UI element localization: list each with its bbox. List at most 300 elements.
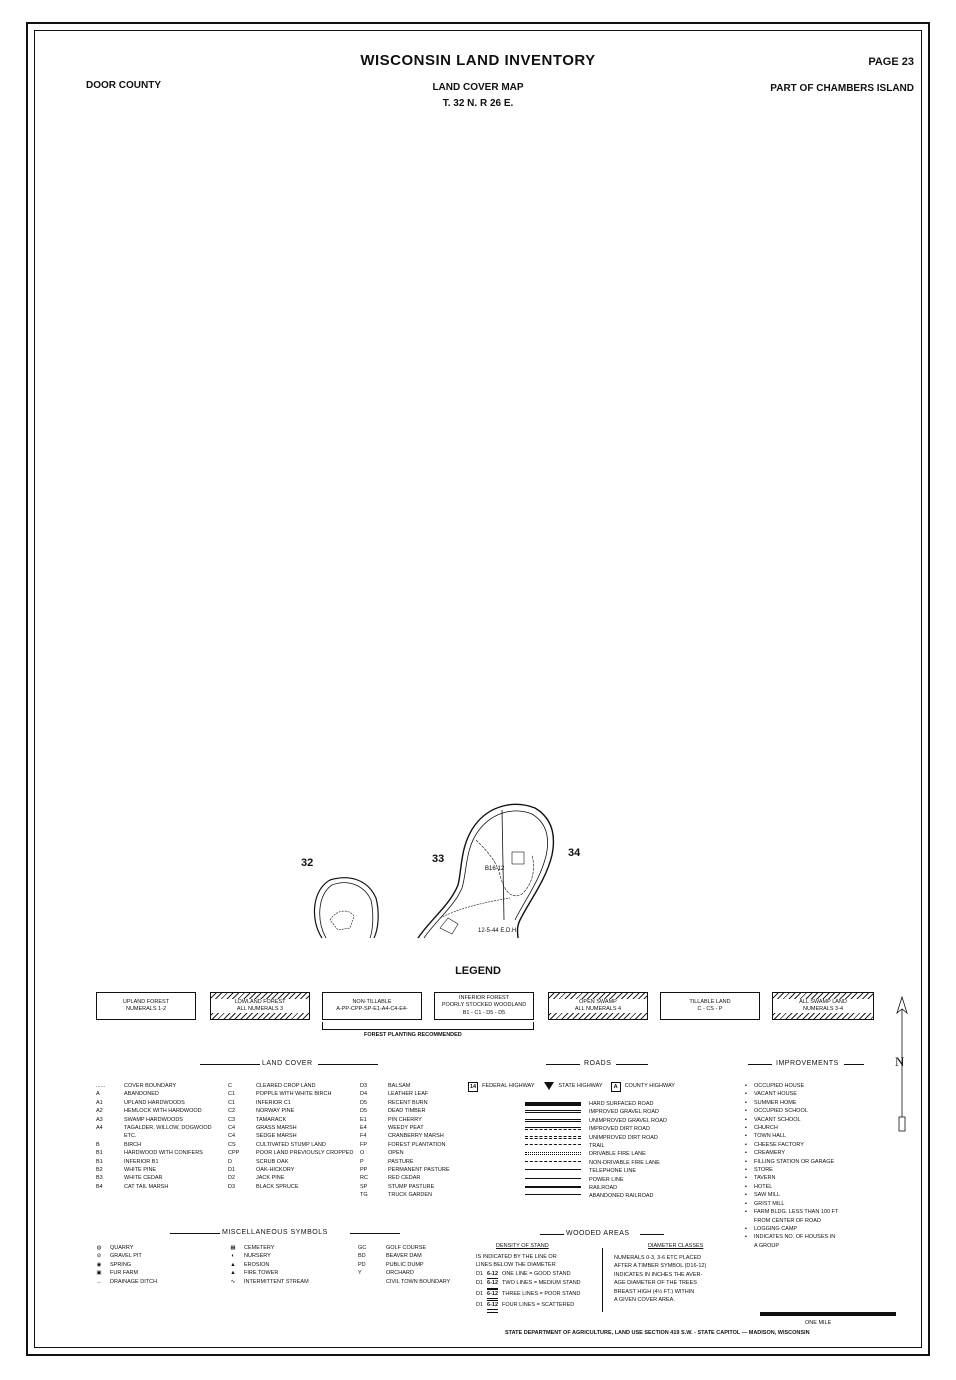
legend-text: GOLF COURSE: [386, 1245, 427, 1251]
legend-text: CAT TAIL MARSH: [124, 1183, 169, 1190]
density-intro: LINES BELOW THE DIAMETER: [476, 1262, 556, 1269]
cover-code: FP: [360, 1141, 368, 1148]
diameter-heading: DIAMETER CLASSES: [648, 1243, 704, 1249]
legend-text: SEDGE MARSH: [256, 1133, 297, 1140]
cover-code: F4: [360, 1133, 367, 1140]
improvement-label: HOTEL: [754, 1183, 773, 1190]
road-line-icon: [525, 1167, 581, 1175]
improvement-label: FARM BLDG. LESS THAN 100 FT: [754, 1209, 839, 1216]
scale-bar: [760, 1312, 896, 1316]
box-sublabel: POORLY STOCKED WOODLAND: [441, 1002, 527, 1009]
area-label: PART OF CHAMBERS ISLAND: [770, 83, 914, 94]
misc-code: PD: [358, 1261, 366, 1268]
misc-symbol-icon: ▣: [96, 1270, 102, 1277]
misc-label: INTERMITTENT STREAM: [244, 1278, 309, 1285]
cover-code: D: [228, 1158, 232, 1165]
road-label: NON-DRIVABLE FIRE LANE: [589, 1159, 660, 1166]
divider: [540, 1234, 564, 1235]
legend-text: GRASS MARSH: [256, 1125, 297, 1132]
road-label: DRIVABLE FIRE LANE: [589, 1151, 646, 1158]
legend-box-upland-forest: [96, 992, 196, 1020]
improvement-symbol-icon: ▪: [745, 1133, 747, 1140]
road-line-icon: [525, 1100, 581, 1108]
cover-code: D1: [228, 1167, 236, 1174]
land-cover-column-3: [360, 1082, 450, 1200]
legend-text: UPLAND HARDWOODS: [124, 1099, 185, 1106]
legend-row: [96, 1082, 212, 1090]
legend-text: SCRUB OAK: [256, 1158, 289, 1165]
legend-text: FOREST PLANTATION: [388, 1141, 446, 1148]
cover-code: ......: [96, 1083, 106, 1089]
page-number: PAGE 23: [868, 56, 914, 68]
cover-code: C4: [228, 1133, 236, 1140]
legend-text: WHITE PINE: [124, 1167, 157, 1174]
legend-text: OAK-HICKORY: [256, 1167, 295, 1174]
diameter-line: A GIVEN COVER AREA.: [614, 1297, 675, 1304]
cover-code: A3: [96, 1116, 103, 1123]
improvement-label: TOWN HALL: [754, 1133, 786, 1140]
legend-text: TAGALDER, WILLOW, DOGWOOD: [124, 1125, 212, 1132]
legend-text: BLACK SPRUCE: [256, 1183, 299, 1190]
legend-row: [96, 1124, 212, 1132]
improvement-label: SAW MILL: [754, 1192, 781, 1199]
misc-symbol-icon: ⊘: [96, 1253, 102, 1260]
legend-text: BALSAM: [388, 1083, 411, 1089]
road-row: [525, 1125, 667, 1133]
road-row: [525, 1134, 667, 1142]
legend-box-open-swamp: [548, 992, 648, 1020]
cover-code: B1: [96, 1158, 103, 1165]
misc-symbol-icon: ◍: [96, 1245, 102, 1251]
road-label: TRAIL: [589, 1143, 605, 1150]
date-note: 12-5-44 E.D.H.: [478, 928, 519, 934]
legend-row: [96, 1149, 212, 1157]
road-row: [525, 1150, 667, 1158]
improvement-row: [742, 1183, 838, 1191]
road-label: POWER LINE: [589, 1176, 624, 1183]
road-line-icon: [525, 1184, 581, 1192]
improvements-heading: IMPROVEMENTS: [776, 1060, 839, 1067]
misc-row: [92, 1244, 157, 1252]
road-line-icon: [525, 1192, 581, 1200]
legend-text: RECENT BURN: [388, 1099, 428, 1106]
box-sublabel: NUMERALS 1-2: [125, 1006, 167, 1012]
box-sublabel: NUMERALS 3-4: [773, 1006, 873, 1013]
legend-text: STUMP PASTURE: [388, 1183, 435, 1190]
improvement-label: VACANT HOUSE: [754, 1091, 797, 1098]
road-label: IMPROVED DIRT ROAD: [589, 1126, 650, 1133]
road-row: [525, 1108, 667, 1116]
north-label: N: [895, 1054, 905, 1069]
cover-code: E4: [360, 1125, 367, 1132]
improvement-row: [742, 1132, 838, 1140]
diameter-line: AFTER A TIMBER SYMBOL (D16-12): [614, 1263, 707, 1270]
road-row: [525, 1100, 667, 1108]
legend-row: [360, 1174, 450, 1182]
state-highway-label: STATE HIGHWAY: [558, 1083, 603, 1089]
box-sublabel: C - CS - P: [697, 1006, 723, 1012]
misc-label: DRAINAGE DITCH: [110, 1278, 158, 1285]
improvement-symbol-icon: ▪: [745, 1167, 747, 1174]
misc-symbol-icon: ◐: [231, 1253, 235, 1260]
improvement-label: FROM CENTER OF ROAD: [754, 1217, 821, 1224]
section-32: 32: [301, 857, 314, 869]
legend-row: [360, 1099, 450, 1107]
road-line-icon: [525, 1134, 581, 1142]
legend-row: [228, 1090, 353, 1098]
density-label: THREE LINES = POOR STAND: [502, 1290, 581, 1297]
improvement-symbol-icon: ▪: [745, 1192, 747, 1199]
legend-row: [360, 1149, 450, 1157]
misc-symbol-icon: ∿: [230, 1278, 236, 1285]
misc-row: [226, 1278, 309, 1286]
legend-row: [228, 1099, 353, 1107]
improvement-symbol-icon: ▪: [745, 1234, 747, 1241]
improvement-row: [742, 1225, 838, 1233]
improvement-label: VACANT SCHOOL: [754, 1116, 801, 1123]
legend-row: [96, 1132, 212, 1140]
improvement-label: CHEESE FACTORY: [754, 1141, 804, 1148]
box-sublabel: A-PP-CPP-SP-E1-A4-C4-E4-: [336, 1006, 408, 1012]
improvement-symbol-icon: ▪: [745, 1209, 747, 1216]
improvement-row: [742, 1099, 838, 1107]
misc-row: [92, 1261, 157, 1269]
misc-symbol-icon: ▲: [230, 1270, 236, 1277]
legend-row: [360, 1158, 450, 1166]
improvement-row: [742, 1174, 838, 1182]
cover-code: B2: [96, 1167, 103, 1174]
legend-row: [228, 1166, 353, 1174]
road-row: [525, 1167, 667, 1175]
island-small-shore-inner: [320, 883, 373, 938]
legend-box-inferior-forest: [434, 992, 534, 1020]
misc-code: BD: [358, 1253, 366, 1260]
legend-row: [358, 1252, 450, 1260]
divider: [318, 1064, 378, 1065]
cover-code: A4: [96, 1125, 103, 1132]
misc-label: SPRING: [110, 1261, 132, 1268]
cover-code: B3: [96, 1175, 103, 1182]
cover-code: D3: [228, 1183, 236, 1190]
box-label: INFERIOR FOREST: [458, 995, 510, 1002]
improvement-row: [742, 1149, 838, 1157]
legend-row: [360, 1191, 450, 1199]
section-33: 33: [432, 853, 445, 865]
legend-text: TAMARACK: [256, 1116, 287, 1123]
legend-text: INFERIOR C1: [256, 1099, 291, 1106]
federal-highway-icon: 14: [468, 1082, 478, 1092]
misc-symbol-icon: ▦: [230, 1245, 236, 1251]
legend-text: BEAVER DAM: [386, 1253, 422, 1260]
cover-code: A1: [96, 1099, 103, 1106]
cover-code: C1: [228, 1091, 236, 1098]
improvement-row: [742, 1217, 838, 1225]
legend-text: INFERIOR B1: [124, 1158, 159, 1165]
diameter-text: [614, 1254, 706, 1304]
island-small-shore: [314, 878, 378, 938]
improvement-symbol-icon: ▪: [745, 1116, 747, 1123]
misc-row: [226, 1252, 309, 1260]
improvement-label: OCCUPIED HOUSE: [754, 1083, 805, 1089]
legend-text: CULTIVATED STUMP LAND: [256, 1141, 326, 1148]
density-heading: DENSITY OF STAND: [496, 1243, 549, 1249]
misc-label: FUR FARM: [110, 1270, 139, 1277]
misc-label: EROSION: [244, 1261, 270, 1268]
county-highway-label: COUNTY HIGHWAY: [624, 1083, 675, 1089]
cover-code: C1: [228, 1099, 236, 1106]
legend-row: [96, 1099, 212, 1107]
land-cover-heading: LAND COVER: [262, 1060, 313, 1067]
misc-row: [226, 1269, 309, 1277]
road-line-icon: [525, 1125, 581, 1133]
diameter-line: BREAST HIGH (4½ FT.) WITHIN: [614, 1288, 695, 1295]
land-cover-column-1: [96, 1082, 212, 1191]
box-label: OPEN SWAMP: [549, 999, 647, 1006]
cover-code: A2: [96, 1108, 103, 1115]
divider: [200, 1064, 260, 1065]
improvement-label: CHURCH: [754, 1125, 778, 1132]
legend-row: [96, 1141, 212, 1149]
misc-column-3: [358, 1244, 450, 1286]
legend-row: [96, 1116, 212, 1124]
building-symbol: [512, 852, 524, 864]
legend-text: PUBLIC DUMP: [386, 1261, 424, 1268]
legend-row: [96, 1158, 212, 1166]
improvement-symbol-icon: ▪: [745, 1158, 747, 1165]
forest-planting-bracket: [322, 1022, 534, 1030]
legend-text: PASTURE: [388, 1158, 414, 1165]
legend-text: RED CEDAR: [388, 1175, 421, 1182]
legend-box-non-tillable: [322, 992, 422, 1020]
road-line-icon: [525, 1117, 581, 1125]
improvement-symbol-icon: ▪: [745, 1225, 747, 1232]
misc-row: [92, 1269, 157, 1277]
legend-row: [96, 1174, 212, 1182]
road-row: [525, 1117, 667, 1125]
improvement-label: TAVERN: [754, 1175, 776, 1182]
diameter-line: NUMERALS 0-3, 3-6 ETC PLACED: [614, 1255, 702, 1261]
legend-box-lowland-forest: [210, 992, 310, 1020]
road-label: IMPROVED GRAVEL ROAD: [589, 1109, 659, 1116]
cover-code: D4: [360, 1091, 368, 1098]
legend-row: [358, 1278, 450, 1286]
cover-code: C3: [228, 1116, 236, 1123]
divider: [616, 1064, 648, 1065]
cover-code: SP: [360, 1183, 368, 1190]
density-label: TWO LINES = MEDIUM STAND: [502, 1280, 581, 1287]
legend-row: [228, 1132, 353, 1140]
cover-code: E1: [360, 1116, 367, 1123]
cover-code: B4: [96, 1183, 103, 1190]
improvement-label: GRIST MILL: [754, 1200, 785, 1207]
density-code: D1: [476, 1302, 484, 1309]
legend-text: JACK PINE: [256, 1175, 285, 1182]
divider: [350, 1233, 400, 1234]
road-row: [525, 1159, 667, 1167]
legend-row: [96, 1090, 212, 1098]
legend-text: ETC.: [124, 1133, 137, 1140]
cover-code: C: [228, 1083, 232, 1089]
misc-symbol-icon: →: [96, 1278, 102, 1285]
road-row: [525, 1192, 667, 1200]
legend-text: CLEARED CROP LAND: [256, 1083, 316, 1089]
legend-row: [228, 1141, 353, 1149]
cover-patch: [440, 918, 458, 934]
legend-row: [360, 1116, 450, 1124]
map-title: WISCONSIN LAND INVENTORY: [360, 52, 596, 69]
legend-text: WHITE CEDAR: [124, 1175, 163, 1182]
legend-text: BIRCH: [124, 1141, 142, 1148]
road-line-icon: [525, 1176, 581, 1184]
legend-text: HARDWOOD WITH CONIFERS: [124, 1150, 203, 1157]
misc-symbol-icon: ◉: [96, 1261, 102, 1268]
legend-row: [360, 1107, 450, 1115]
road-row: [525, 1176, 667, 1184]
improvement-symbol-icon: ▪: [745, 1183, 747, 1190]
box-label: ALL SWAMP LAND: [773, 999, 873, 1006]
legend-row: [360, 1183, 450, 1191]
footer-credit: STATE DEPARTMENT OF AGRICULTURE, LAND USE SECTION 419 S.W. - STATE CAPITOL — MADISON, WISCONSIN: [505, 1330, 810, 1336]
misc-row: [226, 1244, 309, 1252]
density-diameter: 6-12: [487, 1270, 498, 1279]
cover-code: CPP: [228, 1150, 240, 1157]
improvement-label: FILLING STATION OR GARAGE: [754, 1158, 835, 1165]
improvement-symbol-icon: [742, 1242, 750, 1250]
diameter-line: AGE DIAMETER OF THE TREES: [614, 1280, 697, 1287]
road-label: UNIMPROVED DIRT ROAD: [589, 1134, 658, 1141]
improvement-row: [742, 1242, 838, 1250]
cover-code: A: [96, 1091, 100, 1098]
improvement-symbol-icon: ▪: [745, 1175, 747, 1182]
legend-row: [228, 1158, 353, 1166]
improvement-row: [742, 1090, 838, 1098]
improvement-row: [742, 1208, 838, 1216]
legend-row: [360, 1141, 450, 1149]
density-code: D1: [476, 1280, 484, 1287]
stand-label: B16-12: [485, 866, 505, 872]
cover-code: CS: [228, 1141, 236, 1148]
township-range: T. 32 N. R 26 E.: [442, 98, 514, 109]
legend-title: LEGEND: [455, 965, 501, 977]
cover-code: D5: [360, 1099, 368, 1106]
density-code: D1: [476, 1270, 484, 1277]
road-label: HARD SURFACED ROAD: [589, 1101, 654, 1107]
misc-label: FIRE TOWER: [244, 1270, 279, 1277]
improvement-row: [742, 1233, 838, 1241]
improvement-label: OCCUPIED SCHOOL: [754, 1108, 808, 1115]
legend-row: [360, 1132, 450, 1140]
improvement-row: [742, 1116, 838, 1124]
state-highway-icon: [544, 1082, 554, 1090]
improvement-row: [742, 1082, 838, 1090]
county-highway-icon: A: [611, 1082, 621, 1092]
improvement-label: LOGGING CAMP: [754, 1225, 798, 1232]
improvement-symbol-icon: ▪: [745, 1200, 747, 1207]
legend-row: [228, 1124, 353, 1132]
legend-row: [96, 1183, 212, 1191]
improvement-row: [742, 1200, 838, 1208]
improvement-symbol-icon: [742, 1217, 750, 1225]
misc-row: [92, 1252, 157, 1260]
legend-text: SWAMP HARDWOODS: [124, 1116, 183, 1123]
legend-text: LEATHER LEAF: [388, 1091, 429, 1098]
cover-code: D2: [228, 1175, 236, 1182]
divider: [844, 1064, 864, 1065]
legend-text: WEEDY PEAT: [388, 1125, 424, 1132]
legend-text: POOR LAND PREVIOUSLY CROPPED: [256, 1150, 354, 1157]
cover-code: C2: [228, 1108, 236, 1115]
land-cover-column-2: [228, 1082, 353, 1191]
map-type: LAND COVER MAP: [432, 82, 524, 93]
legend-row: [96, 1166, 212, 1174]
roads-heading: ROADS: [584, 1060, 612, 1067]
legend-box-tillable-land: [660, 992, 760, 1020]
misc-label: QUARRY: [110, 1245, 134, 1251]
road-line-icon: [525, 1159, 581, 1167]
cover-code: TG: [360, 1192, 368, 1199]
cover-code: P: [360, 1158, 364, 1165]
wooded-areas-heading: WOODED AREAS: [566, 1230, 630, 1237]
density-row: [476, 1301, 581, 1313]
misc-column-2: [226, 1244, 309, 1286]
improvement-row: [742, 1191, 838, 1199]
improvement-symbol-icon: ▪: [745, 1083, 747, 1089]
improvement-symbol-icon: ▪: [745, 1099, 747, 1106]
improvement-symbol-icon: ▪: [745, 1108, 747, 1115]
legend-row: [228, 1149, 353, 1157]
island-map: [290, 790, 590, 940]
improvement-row: [742, 1124, 838, 1132]
density-diameter: 6-12: [487, 1279, 498, 1289]
improvement-label: STORE: [754, 1167, 773, 1174]
legend-text: TRUCK GARDEN: [388, 1192, 433, 1199]
improvement-symbol-icon: ▪: [745, 1141, 747, 1148]
federal-highway-label: FEDERAL HIGHWAY: [482, 1083, 535, 1089]
divider: [546, 1064, 580, 1065]
misc-code: [358, 1278, 382, 1286]
road-line-icon: [525, 1142, 581, 1150]
road-label: TELEPHONE LINE: [589, 1168, 637, 1175]
road-label: ABANDONED RAILROAD: [589, 1193, 654, 1200]
legend-text: NORWAY PINE: [256, 1108, 295, 1115]
forest-planting-label: FOREST PLANTING RECOMMENDED: [364, 1032, 462, 1038]
cover-code: C4: [228, 1125, 236, 1132]
improvement-symbol-icon: ▪: [745, 1125, 747, 1132]
density-row: [476, 1290, 581, 1301]
cover-code: B: [96, 1141, 100, 1148]
density-code: D1: [476, 1290, 484, 1297]
box-label: NON-TILLABLE: [352, 998, 392, 1005]
legend-row: [228, 1183, 353, 1191]
road-row: [525, 1142, 667, 1150]
legend-text: ABANDONED: [124, 1091, 159, 1098]
density-label: FOUR LINES = SCATTERED: [502, 1302, 575, 1309]
cover-code: D5: [360, 1108, 368, 1115]
legend-text: POPPLE WITH WHITE BIRCH: [256, 1091, 332, 1098]
divider-vertical: [602, 1248, 603, 1312]
misc-code: Y: [358, 1270, 362, 1277]
improvement-row: [742, 1107, 838, 1115]
divider: [640, 1234, 664, 1235]
section-line: [502, 810, 504, 920]
improvement-label: SUMMER HOME: [754, 1099, 797, 1106]
legend-row: [228, 1107, 353, 1115]
road-line-icon: [525, 1150, 581, 1158]
legend-text: HEMLOCK WITH HARDWOOD: [124, 1108, 202, 1115]
legend-row: [96, 1107, 212, 1115]
box-label: LOWLAND FOREST: [211, 999, 309, 1006]
legend-row: [228, 1174, 353, 1182]
